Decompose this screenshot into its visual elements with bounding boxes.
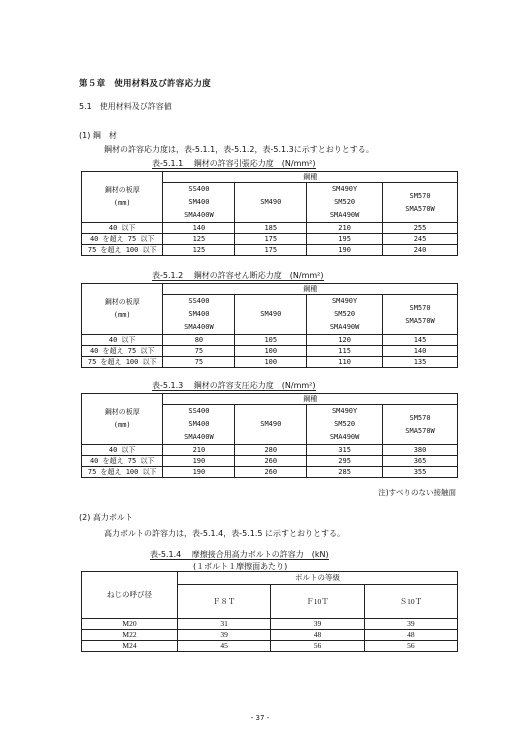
steel-body-text: 鋼材の許容応力度は，表-5.1.1，表-5.1.2，表-5.1.3に示すとおりとする。 — [104, 145, 374, 154]
group-header-cell: 鋼種 — [163, 394, 458, 405]
table-cell: 75 — [163, 357, 235, 368]
bolt-allowable-force-table — [81, 571, 458, 652]
table-cell: 190 — [163, 467, 235, 478]
table-cell: 285 — [307, 467, 383, 478]
table-cell: 210 — [307, 223, 383, 234]
section-heading: 5.1 使用材料及び許容値 — [79, 102, 172, 111]
table-row — [82, 335, 458, 346]
table-row — [82, 234, 458, 245]
table-row — [82, 245, 458, 256]
table-row — [82, 357, 458, 368]
table-row — [82, 467, 458, 478]
table-cell: M20 — [82, 619, 178, 630]
row-header-cell: 鋼材の板厚 (mm) — [82, 284, 163, 335]
chapter-heading: 第５章 使用材料及び許容応力度 — [79, 79, 212, 89]
table-cell: 45 — [178, 641, 271, 652]
table-cell: 75 を超え 100 以下 — [82, 467, 163, 478]
grade-header-cell: SM490Y SM520 SMA490W — [307, 295, 383, 335]
table-cell: 100 — [235, 357, 307, 368]
grade-header-cell: SM570 SMA570W — [383, 295, 458, 335]
table-cell: 40 以下 — [82, 445, 163, 456]
table-cell: 115 — [307, 346, 383, 357]
subsection-steel-title: (1) 鋼 材 — [79, 131, 117, 140]
table-cell: 48 — [271, 630, 364, 641]
steel-table-caption: 表-5.1.2 鋼材の許容せん断応力度 (N/mm²) — [152, 271, 324, 280]
table-cell: 110 — [307, 357, 383, 368]
table-cell: 31 — [178, 619, 271, 630]
steel-allowable-stress-table — [81, 283, 458, 368]
steel-allowable-stress-table — [81, 171, 458, 256]
table-cell: 195 — [307, 234, 383, 245]
table-row — [82, 223, 458, 234]
table-row — [82, 641, 458, 652]
grade-header-cell: SM570 SMA570W — [383, 405, 458, 445]
grade-header-cell: SM490 — [235, 405, 307, 445]
table-cell: 260 — [235, 467, 307, 478]
grade-header-cell: SS400 SM400 SMA400W — [163, 405, 235, 445]
steel-table-caption: 表-5.1.1 鋼材の許容引張応力度 (N/mm²) — [152, 159, 316, 168]
table-cell: 56 — [271, 641, 364, 652]
grade-header-cell: SM490Y SM520 SMA490W — [307, 405, 383, 445]
table-cell: 355 — [383, 467, 458, 478]
table-cell: 80 — [163, 335, 235, 346]
subsection-bolt-title: (2) 高力ボルト — [79, 513, 133, 522]
bolt-table-caption-sub: (１ボルト１摩擦面あたり) — [193, 562, 288, 571]
grade-header-cell: SS400 SM400 SMA400W — [163, 183, 235, 223]
bolt-table-caption: 表-5.1.4 摩擦接合用高力ボルトの許容力 (kN) — [150, 550, 329, 559]
table-cell: 135 — [383, 357, 458, 368]
steel-allowable-stress-table — [81, 393, 458, 478]
row-header-cell: 鋼材の板厚 (mm) — [82, 394, 163, 445]
table-cell: 240 — [383, 245, 458, 256]
table-cell: 140 — [163, 223, 235, 234]
table-cell: 145 — [383, 335, 458, 346]
table-cell: 105 — [235, 335, 307, 346]
steel-table-caption: 表-5.1.3 鋼材の許容支圧応力度 (N/mm²) — [152, 381, 316, 390]
grade-header-cell: SM570 SMA570W — [383, 183, 458, 223]
table-cell: 75 を超え 100 以下 — [82, 357, 163, 368]
table-row — [82, 630, 458, 641]
table-cell: 295 — [307, 456, 383, 467]
table-cell: 39 — [178, 630, 271, 641]
table-cell: 190 — [307, 245, 383, 256]
grade-header-cell: Ｓ10Ｔ — [364, 585, 457, 619]
row-header-cell: 鋼材の板厚 (mm) — [82, 172, 163, 223]
table-cell: 75 — [163, 346, 235, 357]
grade-header-cell: SM490Y SM520 SMA490W — [307, 183, 383, 223]
group-header-cell: ボルトの等級 — [178, 572, 458, 585]
table-cell: 255 — [383, 223, 458, 234]
table-cell: 365 — [383, 456, 458, 467]
table-cell: 120 — [307, 335, 383, 346]
table-cell: M22 — [82, 630, 178, 641]
grade-header-cell: Ｆ８Ｔ — [178, 585, 271, 619]
table-cell: 125 — [163, 234, 235, 245]
table-cell: 75 を超え 100 以下 — [82, 245, 163, 256]
table-cell: 380 — [383, 445, 458, 456]
table-cell: 190 — [163, 456, 235, 467]
table-cell: 39 — [271, 619, 364, 630]
group-header-cell: 鋼種 — [163, 172, 458, 183]
table-cell: 175 — [235, 234, 307, 245]
table-cell: 48 — [364, 630, 457, 641]
grade-header-cell: SM490 — [235, 295, 307, 335]
grade-header-cell: Ｆ10Ｔ — [271, 585, 364, 619]
table-cell: 56 — [364, 641, 457, 652]
table-cell: 185 — [235, 223, 307, 234]
table-cell: 175 — [235, 245, 307, 256]
table-row — [82, 346, 458, 357]
table-row — [82, 619, 458, 630]
table-cell: 140 — [383, 346, 458, 357]
bolt-body-text: 高力ボルトの許容力は，表-5.1.4，表-5.1.5 に示すとおりとする。 — [104, 529, 346, 538]
footnote: 注)すべりのない接触面 — [378, 488, 456, 497]
table-cell: 40 を超え 75 以下 — [82, 346, 163, 357]
table-cell: 40 以下 — [82, 335, 163, 346]
page-number: - 37 - — [250, 714, 270, 722]
table-cell: 280 — [235, 445, 307, 456]
table-cell: 100 — [235, 346, 307, 357]
table-row — [82, 445, 458, 456]
table-cell: 315 — [307, 445, 383, 456]
grade-header-cell: SS400 SM400 SMA400W — [163, 295, 235, 335]
table-row — [82, 456, 458, 467]
group-header-cell: 鋼種 — [163, 284, 458, 295]
table-cell: 245 — [383, 234, 458, 245]
table-cell: 210 — [163, 445, 235, 456]
grade-header-cell: SM490 — [235, 183, 307, 223]
table-cell: 39 — [364, 619, 457, 630]
table-cell: 40 を超え 75 以下 — [82, 234, 163, 245]
row-header-cell: ねじの呼び径 — [82, 572, 178, 619]
table-cell: 40 以下 — [82, 223, 163, 234]
table-cell: 260 — [235, 456, 307, 467]
table-cell: 40 を超え 75 以下 — [82, 456, 163, 467]
table-cell: 125 — [163, 245, 235, 256]
table-cell: M24 — [82, 641, 178, 652]
